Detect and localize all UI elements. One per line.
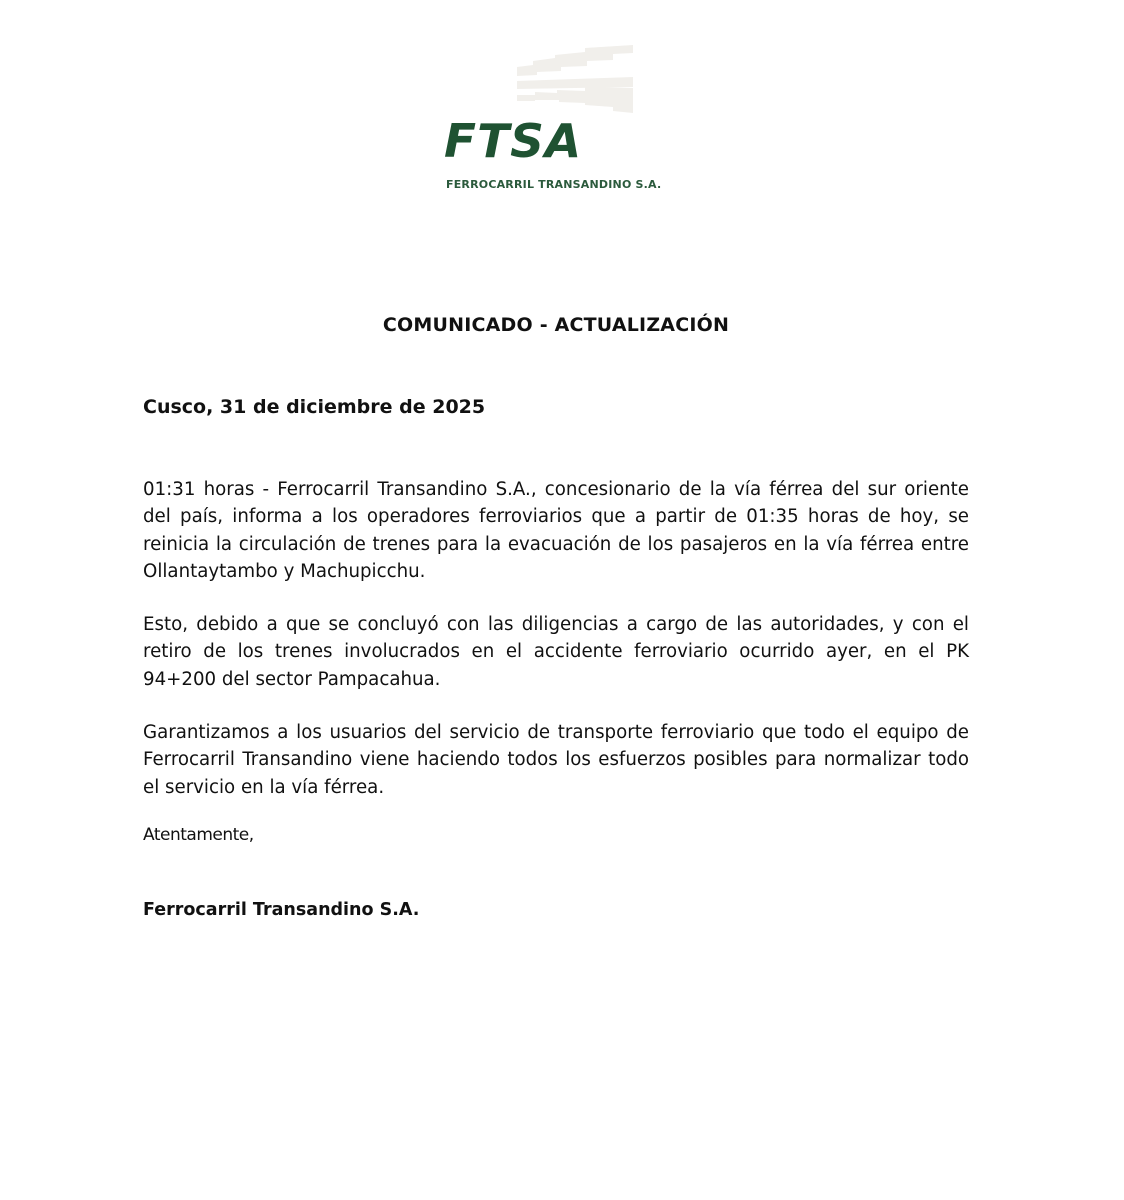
paragraph-assurance: Garantizamos a los usuarios del servicio de transporte ferroviario que todo el equipo de Ferrocarril Transandino viene haciendo todos los esfuerzos posibles para normalizar todo el servicio en la vía férrea. (143, 722, 969, 798)
company-logo (440, 40, 680, 200)
paragraph-reason: Esto, debido a que se concluyó con las diligencias a cargo de las autoridades, y con el retiro de los trenes involucrados en el accidente ferroviario ocurrido ayer, en el PK 94+200 del sector Pampacahua. (143, 614, 969, 690)
date-line: Cusco, 31 de diciembre de 2025 (143, 396, 486, 418)
signature: Ferrocarril Transandino S.A. (143, 900, 420, 920)
logo-mark: FTSA (444, 114, 583, 168)
logo-subtitle: FERROCARRIL TRANSANDINO S.A. (446, 178, 662, 191)
paragraph-announcement: 01:31 horas - Ferrocarril Transandino S.A., concesionario de la vía férrea del sur oriente del país, informa a los operadores ferroviarios que a partir de 01:35 horas de hoy, se reinicia la circulación de trenes para la evacuación de los pasajeros en la vía férrea entre Ollantaytambo y Machupicchu. (143, 479, 969, 582)
closing-salutation: Atentamente, (143, 825, 254, 845)
document-title: COMUNICADO - ACTUALIZACIÓN (382, 314, 730, 336)
railway-track-icon (515, 45, 635, 120)
